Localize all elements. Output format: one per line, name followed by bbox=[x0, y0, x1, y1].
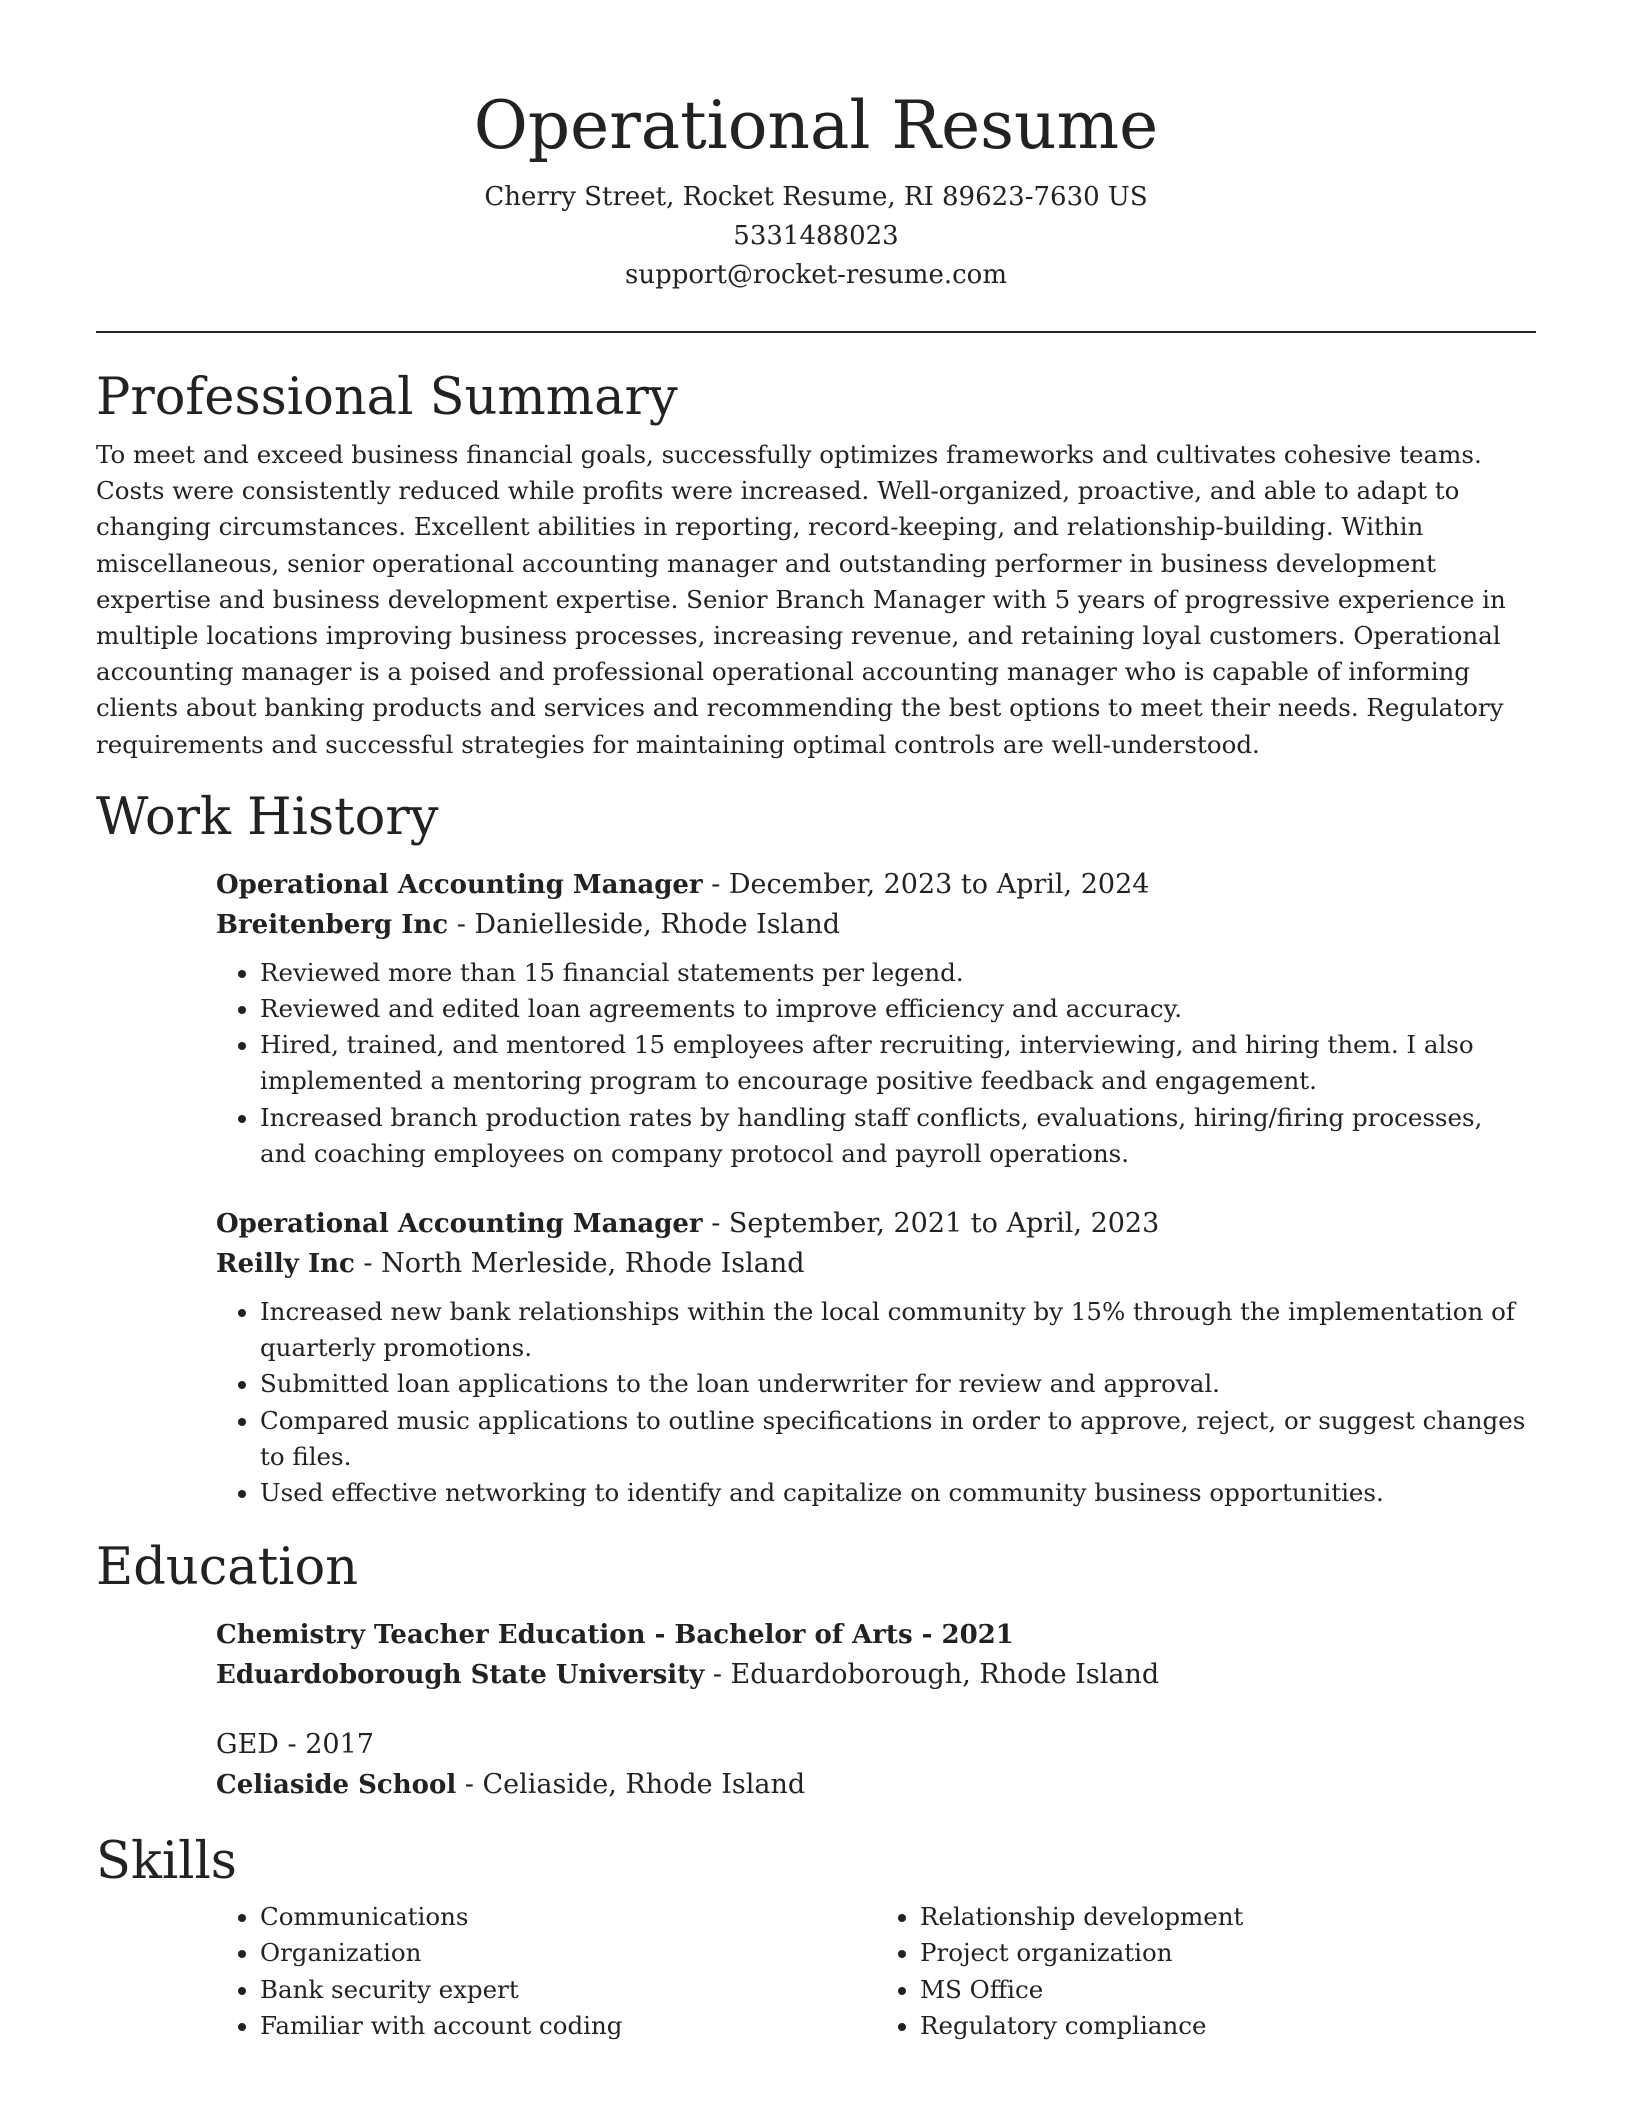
job-bullets bbox=[216, 955, 1536, 1172]
job-title-line bbox=[216, 1204, 1536, 1244]
education-degree bbox=[216, 1725, 1536, 1765]
skill-item: • Communications bbox=[260, 1899, 876, 1935]
education-entry bbox=[216, 1615, 1536, 1695]
education-entry bbox=[216, 1725, 1536, 1805]
skills-column-right bbox=[876, 1899, 1536, 2044]
degree-text: Chemistry Teacher Education - Bachelor of Arts - 2021 bbox=[216, 1620, 1014, 1651]
summary-text: To meet and exceed business financial goals, successfully optimizes frameworks and cultivates cohesive teams. Costs were consistently reduced while profits were increased. Well-organized, proactive, and able to adapt to changing circumstances. Excellent abilities in reporting, record-keeping, and relationship-building. Within miscellaneous, senior operational accounting manager and outstanding performer in business development expertise and business development expertise. Senior Branch Manager with 5 years of progressive experience in multiple locations improving business processes, increasing revenue, and retaining loyal customers. Operational accounting manager is a poised and professional operational accounting manager who is capable of informing clients about banking products and services and recommending the best options to meet their needs. Regulatory requirements and successful strategies for maintaining optimal controls are well-understood. bbox=[96, 440, 1506, 759]
job-entry bbox=[216, 865, 1536, 1172]
summary-heading: Professional Summary bbox=[96, 368, 678, 427]
skill-item: • Relationship development bbox=[920, 1899, 1536, 1935]
contact-block bbox=[96, 178, 1536, 295]
summary-section bbox=[96, 363, 1536, 763]
resume-page bbox=[96, 0, 1536, 2044]
job-location: - North Merleside, Rhode Island bbox=[354, 1248, 805, 1280]
school-name: Eduardoborough State University bbox=[216, 1660, 705, 1691]
education-school-line bbox=[216, 1655, 1536, 1695]
school-name: Celiaside School bbox=[216, 1770, 457, 1801]
job-company: Breitenberg Inc bbox=[216, 909, 449, 940]
job-bullet: • Increased branch production rates by handling staff conflicts, evaluations, hiring/firing processes, and coaching employees on company protocol and payroll operations. bbox=[260, 1100, 1536, 1172]
job-bullet: • Increased new bank relationships within the local community by 15% through the implementation of quarterly promotions. bbox=[260, 1294, 1536, 1366]
education-school-line bbox=[216, 1765, 1536, 1805]
job-company-line bbox=[216, 905, 1536, 945]
job-bullet: • Hired, trained, and mentored 15 employees after recruiting, interviewing, and hiring them. I also implemented a mentoring program to encourage positive feedback and engagement. bbox=[260, 1027, 1536, 1099]
skill-item: • Familiar with account coding bbox=[260, 2008, 876, 2044]
contact-email: support@rocket-resume.com bbox=[624, 260, 1007, 290]
job-entry bbox=[216, 1204, 1536, 1511]
job-bullet: • Reviewed more than 15 financial statements per legend. bbox=[260, 955, 1536, 991]
degree-text: GED - 2017 bbox=[216, 1729, 374, 1761]
job-bullet: • Compared music applications to outline specifications in order to approve, reject, or suggest changes to files. bbox=[260, 1403, 1536, 1475]
job-role: Operational Accounting Manager bbox=[216, 1209, 703, 1240]
job-bullet: • Reviewed and edited loan agreements to improve efficiency and accuracy. bbox=[260, 991, 1536, 1027]
skill-item: • Bank security expert bbox=[260, 1972, 876, 2008]
job-role: Operational Accounting Manager bbox=[216, 869, 703, 900]
skills-column-left bbox=[216, 1899, 876, 2044]
job-bullets bbox=[216, 1294, 1536, 1511]
job-company: Reilly Inc bbox=[216, 1249, 355, 1280]
education-degree bbox=[216, 1615, 1536, 1655]
job-dates: - December, 2023 to April, 2024 bbox=[702, 868, 1150, 900]
job-bullet: • Submitted loan applications to the loan underwriter for review and approval. bbox=[260, 1366, 1536, 1402]
contact-phone: 5331488023 bbox=[733, 221, 899, 251]
header-divider bbox=[96, 331, 1536, 333]
skills-heading: Skills bbox=[96, 1832, 237, 1892]
school-location: - Eduardoborough, Rhode Island bbox=[704, 1659, 1160, 1691]
job-location: - Danielleside, Rhode Island bbox=[448, 908, 841, 940]
job-dates: - September, 2021 to April, 2023 bbox=[702, 1208, 1160, 1240]
school-location: - Celiaside, Rhode Island bbox=[456, 1769, 806, 1801]
skill-item: • Project organization bbox=[920, 1935, 1536, 1971]
education-section bbox=[96, 1533, 1536, 1805]
contact-address: Cherry Street, Rocket Resume, RI 89623-7630 US bbox=[484, 182, 1148, 212]
skill-item: • Organization bbox=[260, 1935, 876, 1971]
resume-header bbox=[96, 0, 1536, 295]
work-history-heading: Work History bbox=[96, 787, 439, 847]
job-company-line bbox=[216, 1244, 1536, 1284]
skill-item: • MS Office bbox=[920, 1972, 1536, 2008]
skills-grid bbox=[216, 1899, 1536, 2044]
job-bullet: • Used effective networking to identify and capitalize on community business opportunities. bbox=[260, 1475, 1536, 1511]
work-history-section bbox=[96, 783, 1536, 1511]
resume-title: Operational Resume bbox=[473, 87, 1159, 164]
job-title-line bbox=[216, 865, 1536, 905]
education-heading: Education bbox=[96, 1538, 359, 1598]
skill-item: • Regulatory compliance bbox=[920, 2008, 1536, 2044]
skills-section bbox=[96, 1827, 1536, 2044]
